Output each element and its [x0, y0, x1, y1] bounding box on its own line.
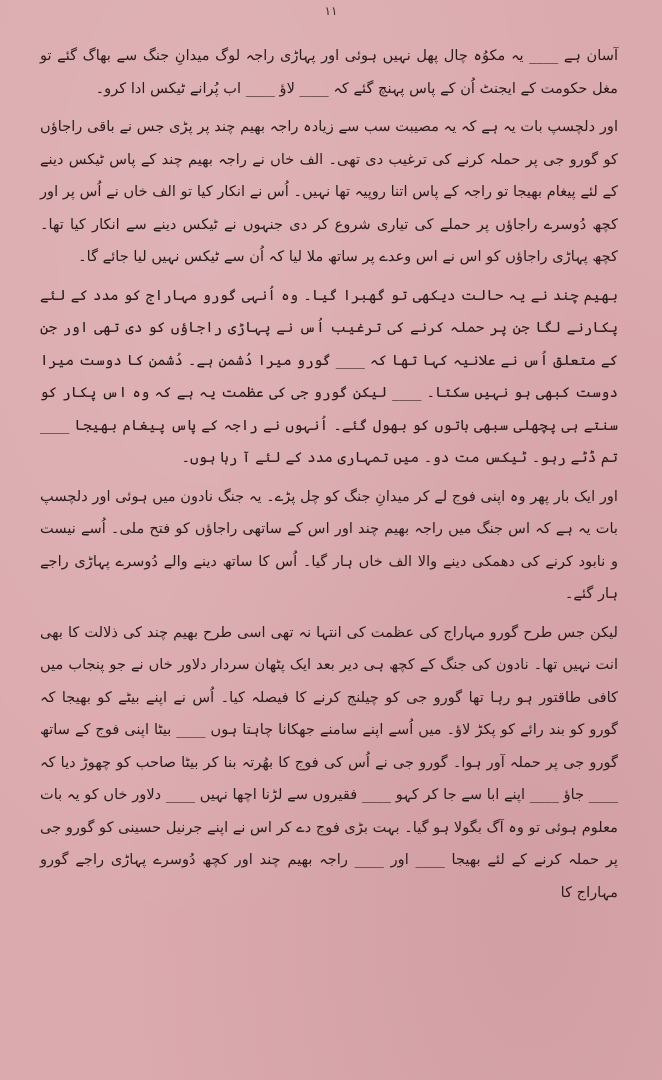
paragraph-3: بھیم چند نے یہ حالت دیکھی تو گھبرا گیا۔ وہ اُنہی گورو مہاراج کو مدد کے لئے پکارنے لگا جن پر حملہ کرنے کی ترغیب اُس نے پہاڑی راجاؤں کو دی تھی اور جن کے متعلق اُس نے علانیہ کہا تھا کہ ____ گورو میرا دُشمن ہے۔ دُشمن کا دوست میرا دوست کبھی ہو نہیں سکتا۔ ____ لیکن گورو جی کی عظمت یہ ہے کہ وہ اس پکار کو سنتے ہی پچھلی سبھی باتوں کو بھول گئے۔ اُنہوں نے راجہ کے پاس پیغام بھیجا ____ تم ڈٹے رہو۔ ٹیکس مت دو۔ میں تمہاری مدد کے لئے آ رہا ہوں۔ [40, 286, 618, 466]
page-body [40, 40, 618, 909]
paragraph-1: آسان ہے ____ یہ مکوُہ چال پھل نہیں ہوئی اور پہاڑی راجہ لوگ میدانِ جنگ سے بھاگ گئے تو مغل حکومت کے ایجنٹ اُن کے پاس پہنچ گئے کہ ____ لاؤ ____ اب پُرانے ٹیکس ادا کرو۔ [40, 47, 618, 97]
paragraph-2: اور دلچسپ بات یہ ہے کہ یہ مصیبت سب سے زیادہ راجہ بھیم چند پر پڑی جس نے باقی راجاؤں کو گورو جی پر حملہ کرنے کی ترغیب دی تھی۔ الف خاں نے راجہ بھیم چند کے پاس ٹیکس دینے کے لئے پیغام بھیجا تو راجہ کے پاس اتنا روپیہ تھا نہیں۔ اُس نے انکار کیا تو الف خاں نے اُس پر اور کچھ دُوسرے راجاؤں پر حملے کی تیاری شروع کر دی جنہوں نے ٹیکس دینے سے انکار کیا تھا۔ کچھ پہاڑی راجاؤں کو اس نے اس وعدے پر ساتھ ملا لیا کہ اُن سے ٹیکس نہیں لیا جائے گا۔ [40, 118, 618, 265]
page-number: ۱۱ [324, 4, 338, 18]
paragraph-4: اور ایک بار پھر وہ اپنی فوج لے کر میدانِ جنگ کو چل پڑے۔ یہ جنگ نادون میں ہوئی اور دلچسپ بات یہ ہے کہ اس جنگ میں راجہ بھیم چند اور اس کے ساتھی راجاؤں کو فتح ملی۔ اُسے نیست و نابود کرنے کی دھمکی دینے والا الف خاں ہار گیا۔ اُس کا ساتھ دینے والے دُوسرے پہاڑی راجے ہار گئے۔ [40, 487, 618, 602]
paragraph-5: لیکن جس طرح گورو مہاراج کی عظمت کی انتہا نہ تھی اسی طرح بھیم چند کی ذلالت کا بھی انت نہیں تھا۔ نادون کی جنگ کے کچھ ہی دیر بعد ایک پٹھان سردار دلاور خاں نے جو پنجاب میں کافی طاقتور ہو رہا تھا گورو جی کو چیلنج کرنے کا فیصلہ کیا۔ اُس نے اپنے بیٹے کو بھیجا کہ گورو کو بند رائے کو پکڑ لاؤ۔ میں اُسے اپنے سامنے جھکانا چاہتا ہوں ____ بیٹا اپنی فوج کے ساتھ گورو جی پر حملہ آور ہوا۔ گورو جی نے اُس کی فوج کا بھُرتہ بنا کر بیٹا صاحب کو چھوڑ دیا کہ ____ جاؤ ____ اپنے ابا سے جا کر کہو ____ فقیروں سے لڑنا اچھا نہیں ____ دلاور خاں کو یہ بات معلوم ہوئی تو وہ آگ بگولا ہو گیا۔ بہت بڑی فوج دے کر اس نے اپنے جرنیل حسینی کو گورو جی پر حملہ کرنے کے لئے بھیجا ____ اور ____ راجہ بھیم چند اور کچھ دُوسرے پہاڑی راجے گورو مہاراج کا [40, 623, 618, 901]
